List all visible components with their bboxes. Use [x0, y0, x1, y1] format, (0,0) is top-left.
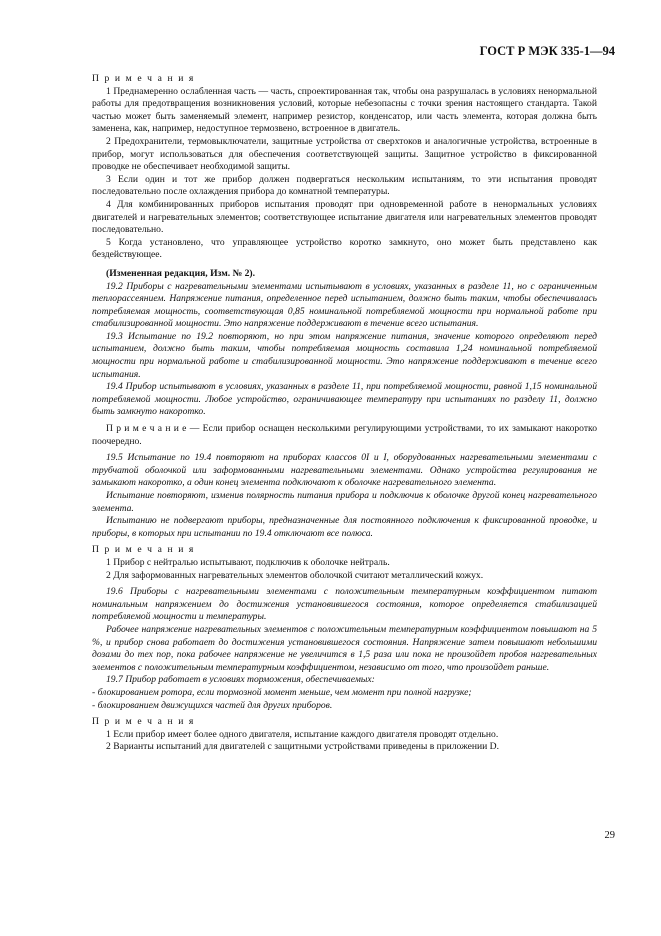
clause-19-7-item: - блокированием ротора, если тормозной момент меньше, чем момент при полной нагрузке;	[92, 686, 472, 698]
note-item: 5 Когда установлено, что управляющее устройство коротко замкнуто, оно может быть представлено как бездействующее.	[92, 236, 597, 261]
clause-19-4: 19.4 Прибор испытывают в условиях, указанных в разделе 11, при потребляемой мощности, равной 1,15 номинальной потребляемой мощности. Любое устройство, ограничивающее температуру при испытаниях по разделу 11, должно быть замкнуто накоротко.	[92, 381, 597, 418]
clause-19-5-polarity: Испытание повторяют, изменив полярность питания прибора и подключив к оболочке другой конец нагревательного элемента.	[92, 490, 597, 514]
clause-19-7: 19.7 Прибор работает в условиях торможения, обеспечиваемых:	[106, 674, 375, 686]
notes-heading: П р и м е ч а н и я	[92, 544, 195, 556]
notes-heading: П р и м е ч а н и я	[92, 73, 195, 84]
page-number: 29	[604, 830, 615, 841]
note-item: 2 Для заформованных нагревательных элементов оболочкой считают металлический кожух.	[106, 569, 484, 581]
note-item: 1 Преднамеренно ослабленная часть — часть, спроектированная так, чтобы она разрушалась в условиях ненормальной работы для предотвращения возникновения условий, которые небезопасны с точки зрения настоящего стандарта. Такой частью может быть заменяемый элемент, например резистор, конденсатор, или часть элемента, которая должна быть заменена, как, например, недоступное термозвено, встроенное в двигатель.	[92, 85, 597, 135]
note-item: 1 Если прибор имеет более одного двигателя, испытание каждого двигателя проводят отдельно.	[106, 728, 499, 740]
document-id-header: ГОСТ Р МЭК 335-1—94	[479, 44, 615, 58]
note-19-4: П р и м е ч а н и е — Если прибор оснащен несколькими регулирующими устройствами, то их замыкают накоротко поочередно.	[92, 423, 597, 447]
clause-19-3: 19.3 Испытание по 19.2 повторяют, но при этом напряжение питания, значение которого определяют перед испытанием, должно быть таким, чтобы потребляемая мощность составила 1,24 номинальной потребляемой мощности при нормальной работе и стабилизированной мощности. Это напряжение поддерживают в течение всего испытания.	[92, 330, 597, 380]
note-item: 2 Варианты испытаний для двигателей с защитными устройствами приведены в приложении D.	[106, 741, 499, 753]
note-item: 4 Для комбинированных приборов испытания проводят при одновременной работе в ненормальных условиях двигателей и нагревательных элементов; соответствующее испытание двигателя или нагревательных элементов проводят последовательно.	[92, 198, 597, 236]
page-content	[92, 73, 597, 754]
clause-19-7-item: - блокированием движущихся частей для других приборов.	[92, 699, 333, 711]
clause-19-6-voltage: Рабочее напряжение нагревательных элементов с положительным температурным коэффициентом повышают на 5 %, и прибор снова работает до достижения установившегося состояния. Напряжение затем повышают небольшими дозами до тех пор, пока рабочее напряжение не увеличится в 1,5 раза или пока не произойдет пробоя нагревательных элементов с положительным температурным коэффициентом, независимо от того, что произойдет раньше.	[92, 623, 597, 673]
amendment-note: (Измененная редакция, Изм. № 2).	[106, 267, 256, 279]
notes-heading: П р и м е ч а н и я	[92, 716, 195, 728]
clause-19-6: 19.6 Приборы с нагревательными элементами с положительным температурным коэффициентом питают номинальным напряжением до достижения установившегося состояния, которое определяется стабилизацией потребляемой мощности и температуры.	[92, 586, 597, 623]
clause-19-5-exclusion: Испытанию не подвергают приборы, предназначенные для постоянного подключения к фиксированной проводке, и приборы, в которых при испытании по 19.4 отключают все полюса.	[92, 515, 597, 539]
note-item: 2 Предохранители, термовыключатели, защитные устройства от сверхтоков и аналогичные устройства, встроенные в прибор, могут использоваться для обеспечения соответствующей защиты. Защитное устройство в фиксированной проводке не обеспечивает необходимой защиты.	[92, 135, 597, 173]
clause-19-5: 19.5 Испытание по 19.4 повторяют на приборах классов 0I и I, оборудованных нагревательными элементами с трубчатой оболочкой или заформованными нагревательными элементами. Однако устройства регулирования не замыкают накоротко, а один конец элемента подключают к оболочке нагревательного элемента.	[92, 452, 597, 489]
note-item: 1 Прибор с нейтралью испытывают, подключив к оболочке нейтраль.	[106, 556, 390, 568]
note-item: 3 Если один и тот же прибор должен подвергаться нескольким испытаниям, то эти испытания проводят последовательно после охлаждения прибора до комнатной температуры.	[92, 173, 597, 198]
clause-19-2: 19.2 Приборы с нагревательными элементами испытывают в условиях, указанных в разделе 11, но с ограниченным теплорассеянием. Напряжение питания, определенное перед испытанием, должно быть таким, чтобы обеспечивалась потребляемая мощность, соответствующая 0,85 номинальной потребляемой мощности при нормальной работе при стабилизированной мощности. Это напряжение поддерживают в течение всего испытания.	[92, 280, 597, 330]
